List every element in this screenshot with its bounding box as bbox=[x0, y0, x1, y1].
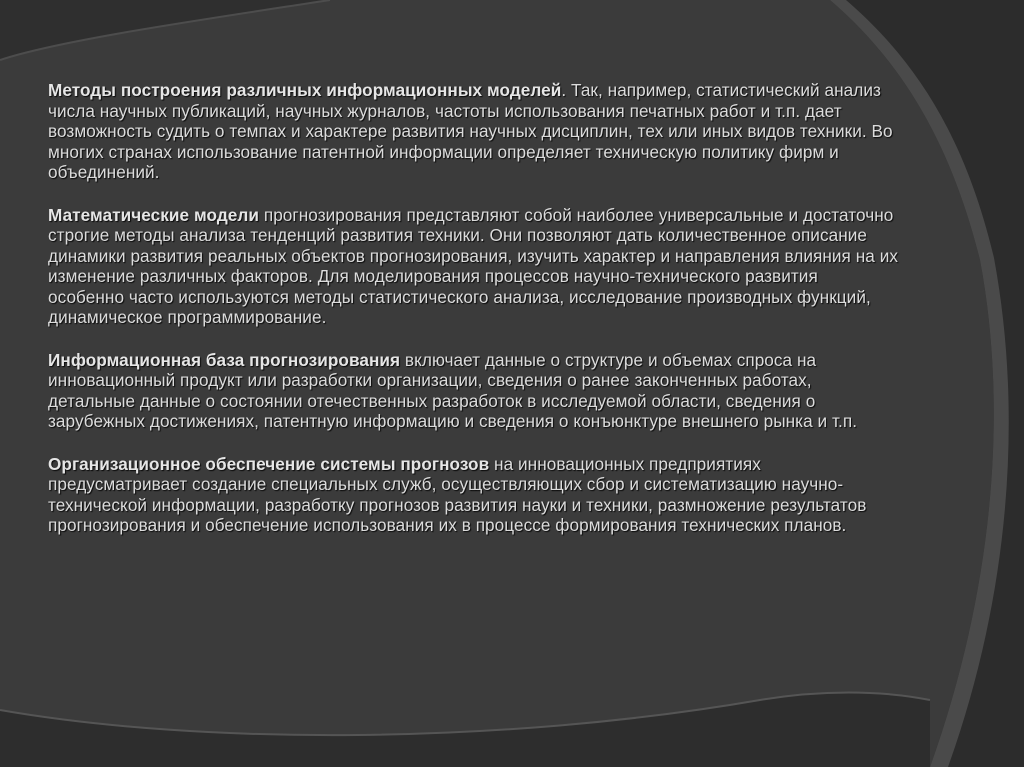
paragraph-org-support bbox=[48, 454, 898, 536]
paragraph-heading: Организационное обеспечение системы прогнозов bbox=[48, 453, 490, 474]
paragraph-info-models bbox=[48, 80, 898, 183]
paragraph-text: включает данные о структуре и объемах спроса на инновационный продукт или разработки организации, сведения о ранее законченных работах, детальные данные о состоянии отечественных разработок в исследуемой области, сведения о зарубежных достижениях, патентную информацию и сведения о конъюнктуре внешнего рынка и т.п. bbox=[48, 349, 858, 431]
paragraph-text: на инновационных предприятиях предусматривает создание специальных служб, осуществляющих сбор и систематизацию научно-технической информации, разработку прогнозов развития науки и техники, размножение результатов прогнозирования и обеспечение использования их в процессе формирования технических планов. bbox=[48, 453, 867, 535]
paragraph-heading: Методы построения различных информационных моделей bbox=[48, 80, 562, 100]
paragraph-info-base bbox=[48, 350, 898, 432]
paragraph-text: прогнозирования представляют собой наиболее универсальные и достаточно строгие методы анализа тенденций развития техники. Они позволяют дать количественное описание динамики развития реальных объектов прогнозирования, изучить характер и направления влияния на их изменение различных факторов. Для моделирования процессов научно-технического развития особенно часто используются методы статистического анализа, исследование производных функций, динамическое программирование. bbox=[48, 204, 899, 327]
paragraph-math-models bbox=[48, 205, 898, 328]
paragraph-text: . Так, например, статистический анализ числа научных публикаций, научных журналов, частоты использования печатных работ и т.п. дает возможность судить о темпах и характере развития научных дисциплин, тех или иных видов техники. Во многих странах использование патентной информации определяет техническую политику фирм и объединений. bbox=[48, 80, 893, 182]
text-content bbox=[48, 80, 898, 558]
paragraph-heading: Математические модели bbox=[48, 204, 260, 225]
paragraph-heading: Информационная база прогнозирования bbox=[48, 349, 401, 370]
